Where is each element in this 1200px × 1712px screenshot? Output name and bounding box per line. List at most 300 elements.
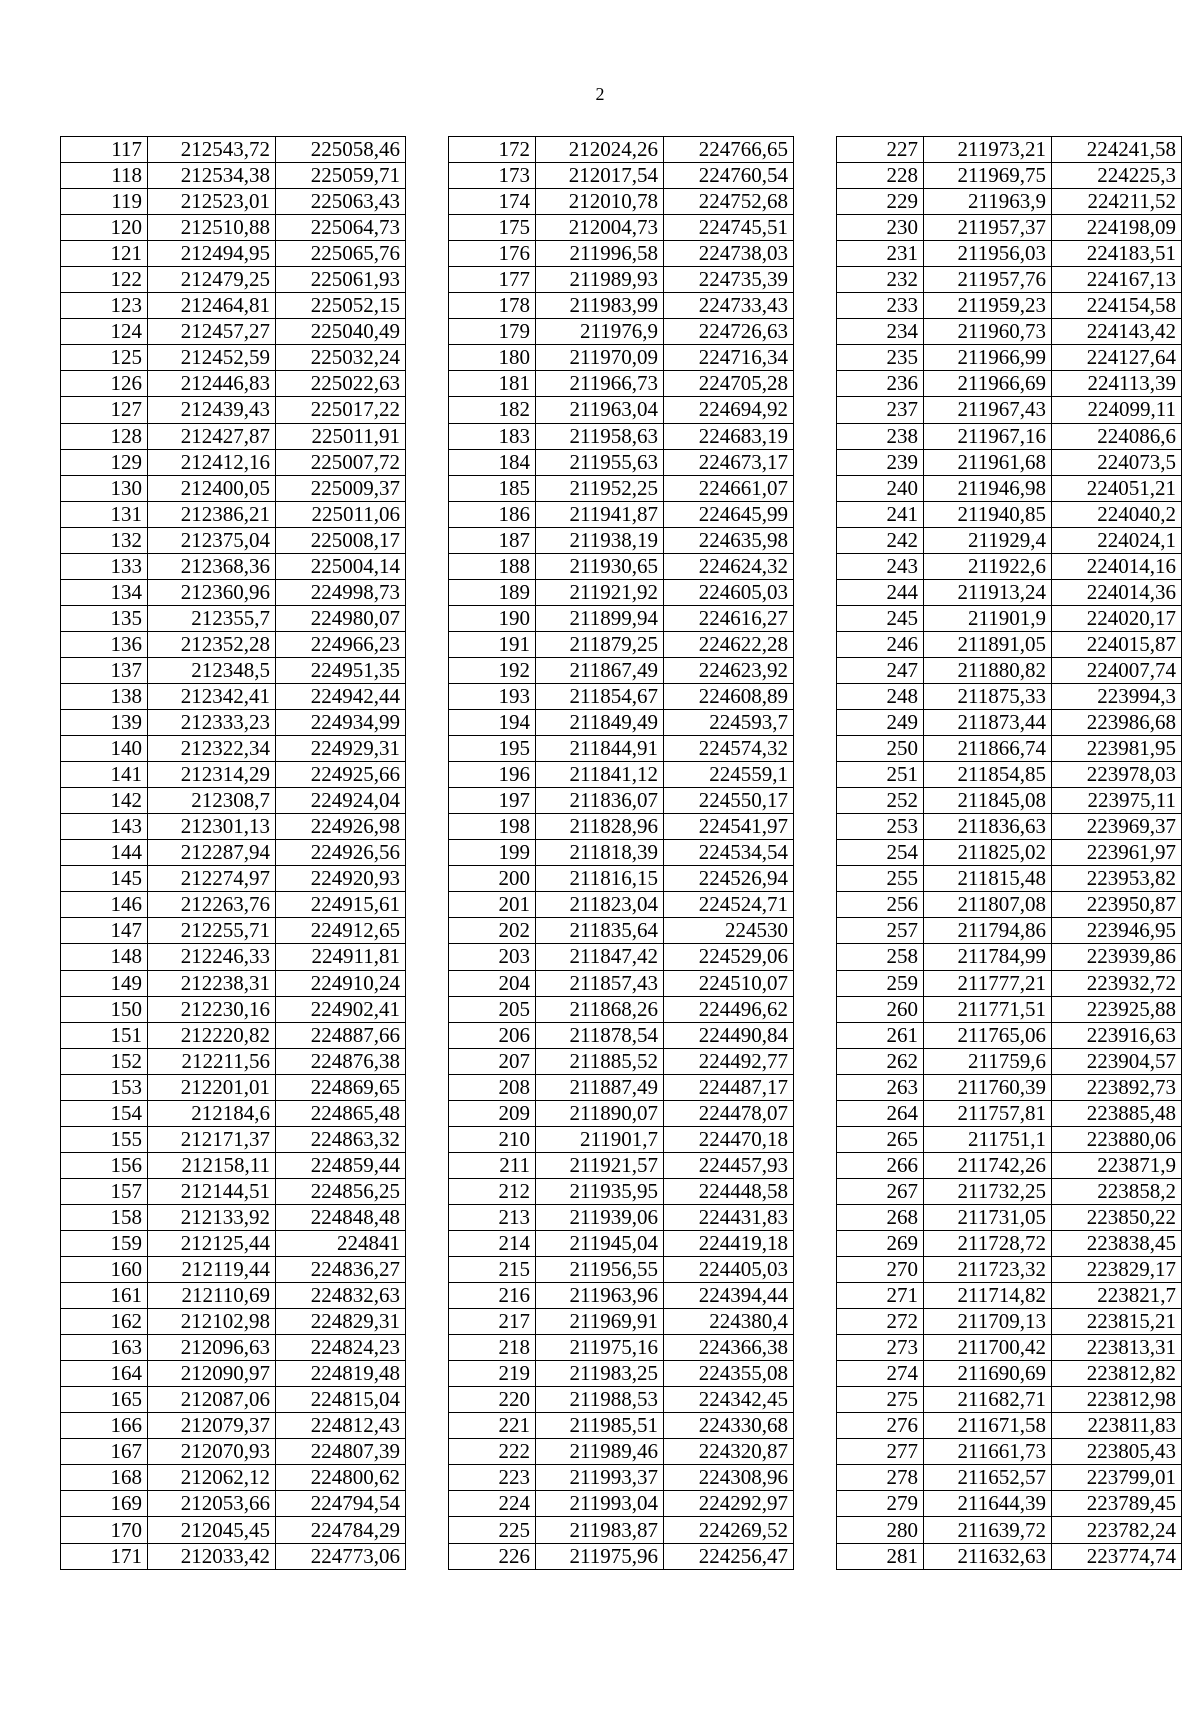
- y-coordinate-cell: 224366,38: [664, 1335, 794, 1361]
- point-number-cell: 229: [837, 189, 924, 215]
- point-number-cell: 253: [837, 814, 924, 840]
- y-coordinate-cell: 224051,21: [1052, 475, 1182, 501]
- table-row: [61, 371, 406, 397]
- x-coordinate-cell: 212412,16: [148, 449, 276, 475]
- x-coordinate-cell: 211828,96: [536, 814, 664, 840]
- x-coordinate-cell: 212457,27: [148, 319, 276, 345]
- y-coordinate-cell: 224448,58: [664, 1178, 794, 1204]
- y-coordinate-cell: 225022,63: [276, 371, 406, 397]
- point-number-cell: 164: [61, 1361, 148, 1387]
- table-row: [449, 996, 794, 1022]
- x-coordinate-cell: 211963,96: [536, 1283, 664, 1309]
- table-row: [61, 553, 406, 579]
- table-row: [837, 319, 1182, 345]
- table-row: [449, 1074, 794, 1100]
- point-number-cell: 176: [449, 241, 536, 267]
- x-coordinate-cell: 211639,72: [924, 1517, 1052, 1543]
- table-row: [837, 1335, 1182, 1361]
- x-coordinate-cell: 211976,9: [536, 319, 664, 345]
- point-number-cell: 173: [449, 163, 536, 189]
- y-coordinate-cell: 224980,07: [276, 605, 406, 631]
- point-number-cell: 227: [837, 137, 924, 163]
- x-coordinate-cell: 212510,88: [148, 215, 276, 241]
- x-coordinate-cell: 211835,64: [536, 918, 664, 944]
- table-row: [449, 1413, 794, 1439]
- point-number-cell: 254: [837, 840, 924, 866]
- table-row: [449, 683, 794, 709]
- table-row: [449, 293, 794, 319]
- point-number-cell: 244: [837, 579, 924, 605]
- x-coordinate-cell: 212158,11: [148, 1152, 276, 1178]
- x-coordinate-cell: 212314,29: [148, 762, 276, 788]
- point-number-cell: 198: [449, 814, 536, 840]
- point-number-cell: 274: [837, 1361, 924, 1387]
- table-row: [449, 553, 794, 579]
- point-number-cell: 153: [61, 1074, 148, 1100]
- point-number-cell: 280: [837, 1517, 924, 1543]
- point-number-cell: 210: [449, 1126, 536, 1152]
- table-row: [61, 1465, 406, 1491]
- table-row: [449, 267, 794, 293]
- point-number-cell: 161: [61, 1283, 148, 1309]
- table-row: [837, 1074, 1182, 1100]
- x-coordinate-cell: 211844,91: [536, 736, 664, 762]
- y-coordinate-cell: 224308,96: [664, 1465, 794, 1491]
- x-coordinate-cell: 211921,92: [536, 579, 664, 605]
- x-coordinate-cell: 211930,65: [536, 553, 664, 579]
- y-coordinate-cell: 224320,87: [664, 1439, 794, 1465]
- y-coordinate-cell: 225061,93: [276, 267, 406, 293]
- point-number-cell: 163: [61, 1335, 148, 1361]
- x-coordinate-cell: 211841,12: [536, 762, 664, 788]
- point-number-cell: 199: [449, 840, 536, 866]
- x-coordinate-cell: 211836,63: [924, 814, 1052, 840]
- point-number-cell: 121: [61, 241, 148, 267]
- y-coordinate-cell: 224040,2: [1052, 501, 1182, 527]
- x-coordinate-cell: 211878,54: [536, 1022, 664, 1048]
- x-coordinate-cell: 211760,39: [924, 1074, 1052, 1100]
- y-coordinate-cell: 224735,39: [664, 267, 794, 293]
- y-coordinate-cell: 225065,76: [276, 241, 406, 267]
- y-coordinate-cell: 224832,63: [276, 1283, 406, 1309]
- x-coordinate-cell: 212479,25: [148, 267, 276, 293]
- table-row: [61, 1178, 406, 1204]
- x-coordinate-cell: 211866,74: [924, 736, 1052, 762]
- point-number-cell: 252: [837, 788, 924, 814]
- point-number-cell: 172: [449, 137, 536, 163]
- table-row: [449, 1022, 794, 1048]
- x-coordinate-cell: 211963,04: [536, 397, 664, 423]
- point-number-cell: 200: [449, 866, 536, 892]
- x-coordinate-cell: 212263,76: [148, 892, 276, 918]
- x-coordinate-cell: 211891,05: [924, 631, 1052, 657]
- table-row: [61, 710, 406, 736]
- x-coordinate-cell: 212211,56: [148, 1048, 276, 1074]
- table-row: [837, 1387, 1182, 1413]
- y-coordinate-cell: 224292,97: [664, 1491, 794, 1517]
- y-coordinate-cell: 224812,43: [276, 1413, 406, 1439]
- table-row: [449, 1517, 794, 1543]
- point-number-cell: 261: [837, 1022, 924, 1048]
- table-row: [61, 892, 406, 918]
- x-coordinate-cell: 212102,98: [148, 1309, 276, 1335]
- x-coordinate-cell: 211765,06: [924, 1022, 1052, 1048]
- y-coordinate-cell: 223774,74: [1052, 1543, 1182, 1569]
- x-coordinate-cell: 211970,09: [536, 345, 664, 371]
- table-row: [449, 137, 794, 163]
- x-coordinate-cell: 211873,44: [924, 710, 1052, 736]
- y-coordinate-cell: 223986,68: [1052, 710, 1182, 736]
- y-coordinate-cell: 225009,37: [276, 475, 406, 501]
- point-number-cell: 275: [837, 1387, 924, 1413]
- point-number-cell: 208: [449, 1074, 536, 1100]
- table-row: [837, 605, 1182, 631]
- table-row: [449, 449, 794, 475]
- y-coordinate-cell: 224863,32: [276, 1126, 406, 1152]
- y-coordinate-cell: 224154,58: [1052, 293, 1182, 319]
- point-number-cell: 129: [61, 449, 148, 475]
- y-coordinate-cell: 223978,03: [1052, 762, 1182, 788]
- point-number-cell: 279: [837, 1491, 924, 1517]
- point-number-cell: 162: [61, 1309, 148, 1335]
- point-number-cell: 218: [449, 1335, 536, 1361]
- table-row: [837, 1257, 1182, 1283]
- x-coordinate-cell: 211960,73: [924, 319, 1052, 345]
- point-number-cell: 175: [449, 215, 536, 241]
- point-number-cell: 269: [837, 1230, 924, 1256]
- table-row: [449, 1283, 794, 1309]
- point-number-cell: 144: [61, 840, 148, 866]
- point-number-cell: 276: [837, 1413, 924, 1439]
- table-row: [61, 1283, 406, 1309]
- y-coordinate-cell: 224733,43: [664, 293, 794, 319]
- x-coordinate-cell: 211946,98: [924, 475, 1052, 501]
- point-number-cell: 206: [449, 1022, 536, 1048]
- y-coordinate-cell: 224020,17: [1052, 605, 1182, 631]
- page-number: 2: [595, 84, 605, 104]
- table-row: [449, 1257, 794, 1283]
- point-number-cell: 168: [61, 1465, 148, 1491]
- y-coordinate-cell: 224934,99: [276, 710, 406, 736]
- point-number-cell: 251: [837, 762, 924, 788]
- table-row: [837, 1100, 1182, 1126]
- y-coordinate-cell: 224856,25: [276, 1178, 406, 1204]
- table-row: [837, 1022, 1182, 1048]
- table-row: [837, 449, 1182, 475]
- point-number-cell: 187: [449, 527, 536, 553]
- point-number-cell: 241: [837, 501, 924, 527]
- table-row: [61, 163, 406, 189]
- x-coordinate-cell: 212287,94: [148, 840, 276, 866]
- table-row: [837, 657, 1182, 683]
- table-row: [61, 1413, 406, 1439]
- y-coordinate-cell: 224738,03: [664, 241, 794, 267]
- y-coordinate-cell: 224661,07: [664, 475, 794, 501]
- y-coordinate-cell: 224574,32: [664, 736, 794, 762]
- y-coordinate-cell: 224524,71: [664, 892, 794, 918]
- x-coordinate-cell: 212017,54: [536, 163, 664, 189]
- x-coordinate-cell: 212494,95: [148, 241, 276, 267]
- x-coordinate-cell: 212386,21: [148, 501, 276, 527]
- y-coordinate-cell: 224869,65: [276, 1074, 406, 1100]
- y-coordinate-cell: 223961,97: [1052, 840, 1182, 866]
- y-coordinate-cell: 223904,57: [1052, 1048, 1182, 1074]
- table-row: [837, 163, 1182, 189]
- y-coordinate-cell: 225032,24: [276, 345, 406, 371]
- y-coordinate-cell: 223812,98: [1052, 1387, 1182, 1413]
- x-coordinate-cell: 212464,81: [148, 293, 276, 319]
- point-number-cell: 188: [449, 553, 536, 579]
- x-coordinate-cell: 212255,71: [148, 918, 276, 944]
- point-number-cell: 141: [61, 762, 148, 788]
- y-coordinate-cell: 224800,62: [276, 1465, 406, 1491]
- x-coordinate-cell: 212355,7: [148, 605, 276, 631]
- y-coordinate-cell: 224807,39: [276, 1439, 406, 1465]
- y-coordinate-cell: 224342,45: [664, 1387, 794, 1413]
- x-coordinate-cell: 211867,49: [536, 657, 664, 683]
- coordinate-table-middle: [448, 136, 794, 1570]
- y-coordinate-cell: 224478,07: [664, 1100, 794, 1126]
- y-coordinate-cell: 224470,18: [664, 1126, 794, 1152]
- x-coordinate-cell: 211959,23: [924, 293, 1052, 319]
- point-number-cell: 224: [449, 1491, 536, 1517]
- y-coordinate-cell: 223829,17: [1052, 1257, 1182, 1283]
- table-row: [449, 319, 794, 345]
- y-coordinate-cell: 224716,34: [664, 345, 794, 371]
- y-coordinate-cell: 224113,39: [1052, 371, 1182, 397]
- table-row: [61, 345, 406, 371]
- table-row: [837, 788, 1182, 814]
- y-coordinate-cell: 223811,83: [1052, 1413, 1182, 1439]
- point-number-cell: 165: [61, 1387, 148, 1413]
- y-coordinate-cell: 224902,41: [276, 996, 406, 1022]
- table-row: [449, 163, 794, 189]
- x-coordinate-cell: 212171,37: [148, 1126, 276, 1152]
- table-row: [449, 1126, 794, 1152]
- x-coordinate-cell: 212439,43: [148, 397, 276, 423]
- y-coordinate-cell: 224836,27: [276, 1257, 406, 1283]
- x-coordinate-cell: 212230,16: [148, 996, 276, 1022]
- table-row: [837, 1439, 1182, 1465]
- x-coordinate-cell: 211940,85: [924, 501, 1052, 527]
- table-row: [61, 1204, 406, 1230]
- table-row: [61, 527, 406, 553]
- table-row: [837, 1309, 1182, 1335]
- x-coordinate-cell: 211714,82: [924, 1283, 1052, 1309]
- table-row: [837, 215, 1182, 241]
- x-coordinate-cell: 212452,59: [148, 345, 276, 371]
- point-number-cell: 247: [837, 657, 924, 683]
- y-coordinate-cell: 224760,54: [664, 163, 794, 189]
- y-coordinate-cell: 224225,3: [1052, 163, 1182, 189]
- point-number-cell: 223: [449, 1465, 536, 1491]
- y-coordinate-cell: 224256,47: [664, 1543, 794, 1569]
- point-number-cell: 258: [837, 944, 924, 970]
- point-number-cell: 221: [449, 1413, 536, 1439]
- y-coordinate-cell: 223805,43: [1052, 1439, 1182, 1465]
- point-number-cell: 157: [61, 1178, 148, 1204]
- y-coordinate-cell: 224605,03: [664, 579, 794, 605]
- point-number-cell: 230: [837, 215, 924, 241]
- table-row: [61, 788, 406, 814]
- table-row: [61, 267, 406, 293]
- y-coordinate-cell: 224726,63: [664, 319, 794, 345]
- y-coordinate-cell: 224926,98: [276, 814, 406, 840]
- table-row: [449, 892, 794, 918]
- x-coordinate-cell: 211939,06: [536, 1204, 664, 1230]
- table-row: [449, 710, 794, 736]
- table-row: [449, 814, 794, 840]
- point-number-cell: 281: [837, 1543, 924, 1569]
- table-row: [837, 970, 1182, 996]
- y-coordinate-cell: 223782,24: [1052, 1517, 1182, 1543]
- point-number-cell: 191: [449, 631, 536, 657]
- x-coordinate-cell: 211966,69: [924, 371, 1052, 397]
- table-row: [449, 866, 794, 892]
- point-number-cell: 215: [449, 1257, 536, 1283]
- table-row: [837, 1178, 1182, 1204]
- point-number-cell: 142: [61, 788, 148, 814]
- y-coordinate-cell: 224910,24: [276, 970, 406, 996]
- x-coordinate-cell: 212045,45: [148, 1517, 276, 1543]
- point-number-cell: 190: [449, 605, 536, 631]
- point-number-cell: 132: [61, 527, 148, 553]
- y-coordinate-cell: 224198,09: [1052, 215, 1182, 241]
- y-coordinate-cell: 223880,06: [1052, 1126, 1182, 1152]
- point-number-cell: 159: [61, 1230, 148, 1256]
- y-coordinate-cell: 224819,48: [276, 1361, 406, 1387]
- y-coordinate-cell: 224211,52: [1052, 189, 1182, 215]
- point-number-cell: 214: [449, 1230, 536, 1256]
- y-coordinate-cell: 225008,17: [276, 527, 406, 553]
- y-coordinate-cell: 224829,31: [276, 1309, 406, 1335]
- y-coordinate-cell: 223981,95: [1052, 736, 1182, 762]
- point-number-cell: 270: [837, 1257, 924, 1283]
- point-number-cell: 136: [61, 631, 148, 657]
- y-coordinate-cell: 224694,92: [664, 397, 794, 423]
- table-row: [449, 1309, 794, 1335]
- point-number-cell: 272: [837, 1309, 924, 1335]
- x-coordinate-cell: 211989,93: [536, 267, 664, 293]
- y-coordinate-cell: 223799,01: [1052, 1465, 1182, 1491]
- point-number-cell: 263: [837, 1074, 924, 1100]
- point-number-cell: 179: [449, 319, 536, 345]
- point-number-cell: 177: [449, 267, 536, 293]
- table-row: [837, 137, 1182, 163]
- y-coordinate-cell: 224099,11: [1052, 397, 1182, 423]
- y-coordinate-cell: 224183,51: [1052, 241, 1182, 267]
- x-coordinate-cell: 211847,42: [536, 944, 664, 970]
- table-row: [837, 736, 1182, 762]
- x-coordinate-cell: 211890,07: [536, 1100, 664, 1126]
- x-coordinate-cell: 211913,24: [924, 579, 1052, 605]
- y-coordinate-cell: 224911,81: [276, 944, 406, 970]
- x-coordinate-cell: 211825,02: [924, 840, 1052, 866]
- x-coordinate-cell: 212184,6: [148, 1100, 276, 1126]
- y-coordinate-cell: 223932,72: [1052, 970, 1182, 996]
- y-coordinate-cell: 224380,4: [664, 1309, 794, 1335]
- table-row: [449, 1152, 794, 1178]
- point-number-cell: 216: [449, 1283, 536, 1309]
- x-coordinate-cell: 211956,03: [924, 241, 1052, 267]
- y-coordinate-cell: 223946,95: [1052, 918, 1182, 944]
- y-coordinate-cell: 224143,42: [1052, 319, 1182, 345]
- y-coordinate-cell: 224745,51: [664, 215, 794, 241]
- point-number-cell: 171: [61, 1543, 148, 1569]
- y-coordinate-cell: 223916,63: [1052, 1022, 1182, 1048]
- x-coordinate-cell: 211993,37: [536, 1465, 664, 1491]
- point-number-cell: 217: [449, 1309, 536, 1335]
- y-coordinate-cell: 225059,71: [276, 163, 406, 189]
- point-number-cell: 147: [61, 918, 148, 944]
- table-row: [837, 1126, 1182, 1152]
- x-coordinate-cell: 212352,28: [148, 631, 276, 657]
- y-coordinate-cell: 224998,73: [276, 579, 406, 605]
- x-coordinate-cell: 212096,63: [148, 1335, 276, 1361]
- point-number-cell: 148: [61, 944, 148, 970]
- point-number-cell: 195: [449, 736, 536, 762]
- x-coordinate-cell: 211961,68: [924, 449, 1052, 475]
- y-coordinate-cell: 224841: [276, 1230, 406, 1256]
- point-number-cell: 118: [61, 163, 148, 189]
- x-coordinate-cell: 212024,26: [536, 137, 664, 163]
- table-row: [449, 1100, 794, 1126]
- table-row: [61, 475, 406, 501]
- y-coordinate-cell: 224492,77: [664, 1048, 794, 1074]
- y-coordinate-cell: 224355,08: [664, 1361, 794, 1387]
- point-number-cell: 186: [449, 501, 536, 527]
- x-coordinate-cell: 211742,26: [924, 1152, 1052, 1178]
- point-number-cell: 213: [449, 1204, 536, 1230]
- y-coordinate-cell: 224915,61: [276, 892, 406, 918]
- x-coordinate-cell: 212004,73: [536, 215, 664, 241]
- x-coordinate-cell: 211751,1: [924, 1126, 1052, 1152]
- table-row: [837, 397, 1182, 423]
- point-number-cell: 158: [61, 1204, 148, 1230]
- y-coordinate-cell: 224431,83: [664, 1204, 794, 1230]
- x-coordinate-cell: 211807,08: [924, 892, 1052, 918]
- y-coordinate-cell: 224330,68: [664, 1413, 794, 1439]
- x-coordinate-cell: 212079,37: [148, 1413, 276, 1439]
- x-coordinate-cell: 212348,5: [148, 657, 276, 683]
- x-coordinate-cell: 211690,69: [924, 1361, 1052, 1387]
- table-row: [61, 605, 406, 631]
- y-coordinate-cell: 224086,6: [1052, 423, 1182, 449]
- x-coordinate-cell: 211958,63: [536, 423, 664, 449]
- point-number-cell: 119: [61, 189, 148, 215]
- x-coordinate-cell: 212400,05: [148, 475, 276, 501]
- point-number-cell: 169: [61, 1491, 148, 1517]
- table-row: [837, 631, 1182, 657]
- table-row: [449, 1543, 794, 1569]
- y-coordinate-cell: 224926,56: [276, 840, 406, 866]
- x-coordinate-cell: 211985,51: [536, 1413, 664, 1439]
- y-coordinate-cell: 224865,48: [276, 1100, 406, 1126]
- x-coordinate-cell: 212053,66: [148, 1491, 276, 1517]
- table-row: [449, 788, 794, 814]
- table-row: [61, 501, 406, 527]
- y-coordinate-cell: 224912,65: [276, 918, 406, 944]
- point-number-cell: 205: [449, 996, 536, 1022]
- table-row: [837, 553, 1182, 579]
- point-number-cell: 155: [61, 1126, 148, 1152]
- point-number-cell: 127: [61, 397, 148, 423]
- coordinate-table-right: [836, 136, 1182, 1570]
- y-coordinate-cell: 225058,46: [276, 137, 406, 163]
- point-number-cell: 239: [837, 449, 924, 475]
- y-coordinate-cell: 224773,06: [276, 1543, 406, 1569]
- table-row: [449, 762, 794, 788]
